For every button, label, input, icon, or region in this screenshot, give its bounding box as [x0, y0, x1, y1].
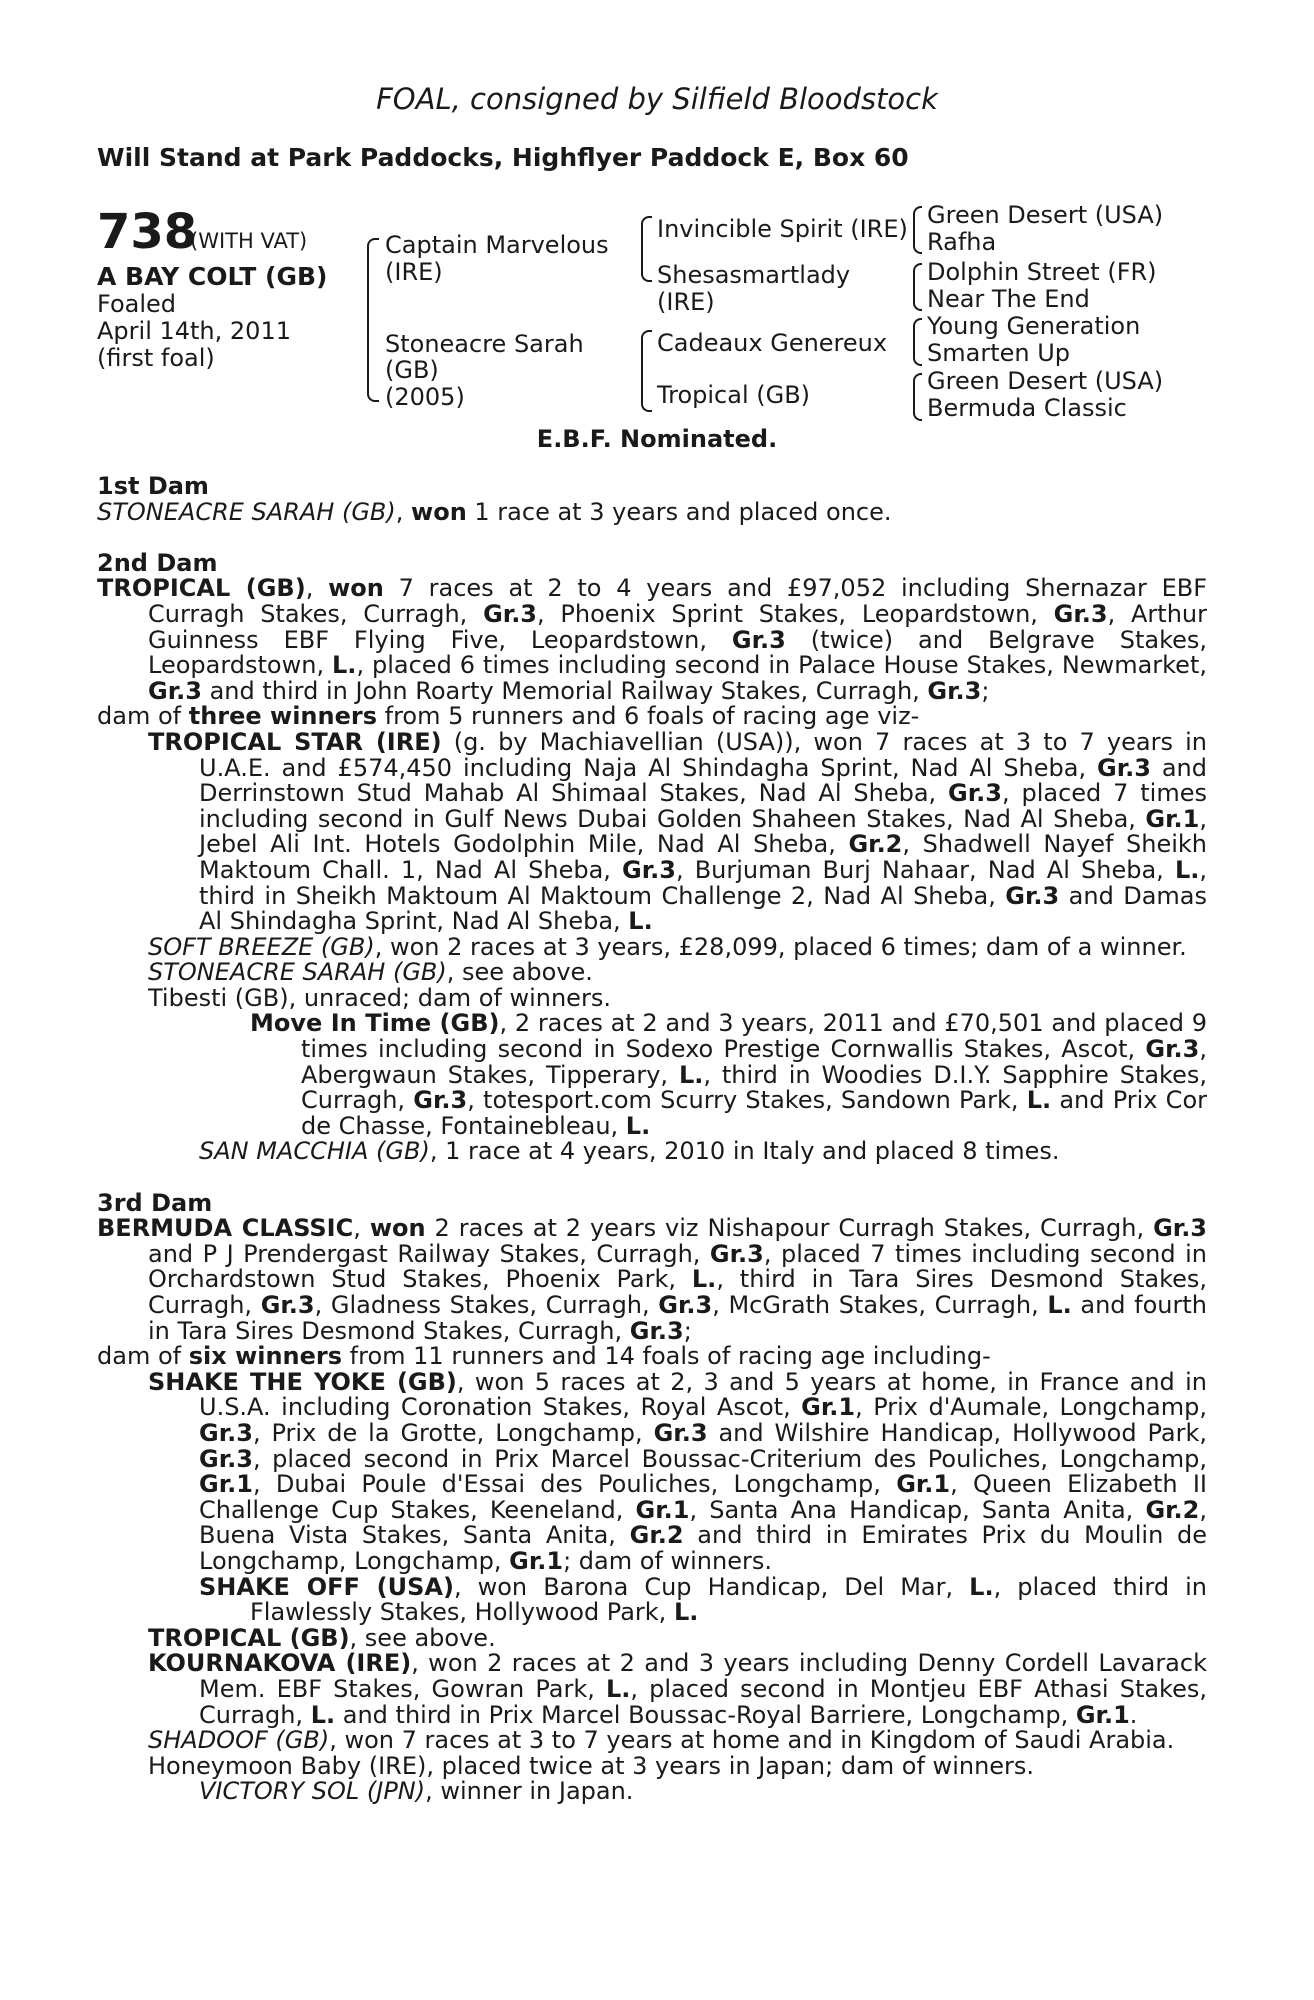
ggp-7: Green Desert (USA)	[927, 367, 1164, 395]
ggp-3: Dolphin Street (FR)	[927, 258, 1157, 286]
produce-entry: SHAKE OFF (USA), won Barona Cup Handicap, Del Mar, L., placed third in Flawlessly Stakes, Hollywood Park, L.	[199, 1572, 1208, 1627]
location-line: Will Stand at Park Paddocks, Highflyer Paddock E, Box 60	[97, 143, 909, 172]
ggp-2: Rafha	[927, 228, 997, 256]
produce-entry: SAN MACCHIA (GB), 1 race at 4 years, 2010 in Italy and placed 8 times.	[199, 1137, 1060, 1166]
ggp-5: Young Generation	[927, 312, 1141, 340]
vat-note: (WITH VAT)	[190, 229, 308, 253]
foaled-label: Foaled	[97, 290, 177, 318]
pedigree-brace-gg1	[913, 206, 922, 254]
sire-sire: Invincible Spirit (IRE)	[657, 215, 908, 243]
produce-entry: VICTORY SOL (JPN), winner in Japan.	[199, 1777, 634, 1806]
produce-entry: Honeymoon Baby (IRE), placed twice at 3 years in Japan; dam of winners.	[148, 1751, 1035, 1780]
foaled-date: April 14th, 2011	[97, 317, 291, 345]
produce-entry: KOURNAKOVA (IRE), won 2 races at 2 and 3 years including Denny Cordell Lavarack Mem. EBF Stakes, Gowran Park, L., placed second in Montjeu EBF Athasi Stakes, Curragh, L. and third in Prix Marcel Boussac-Royal Barriere, Longchamp, Gr.1.	[148, 1649, 1208, 1729]
third-dam-heading: 3rd Dam	[97, 1188, 213, 1217]
dam-year: (2005)	[385, 383, 465, 411]
ggp-4: Near The End	[927, 285, 1090, 313]
produce-entry: Move In Time (GB), 2 races at 2 and 3 years, 2011 and £70,501 and placed 9 times including second in Sodexo Prestige Cornwallis Stakes, Ascot, Gr.3, Abergwaun Stakes, Tipperary, L., third in Woodies D.I.Y. Sapphire Stakes, Curragh, Gr.3, totesport.com Scurry Stakes, Sandown Park, L. and Prix Cor de Chasse, Fontainebleau, L.	[250, 1009, 1207, 1140]
dam-dam: Tropical (GB)	[657, 381, 811, 409]
first-foal-note: (first foal)	[97, 344, 215, 372]
first-dam-para: STONEACRE SARAH (GB), won 1 race at 3 years and placed once.	[97, 497, 892, 526]
ggp-6: Smarten Up	[927, 339, 1071, 367]
consignment-line: FOAL, consigned by Silfield Bloodstock	[376, 82, 938, 116]
lot-number: 738	[97, 204, 198, 260]
second-dam-para: TROPICAL (GB), won 7 races at 2 to 4 years and £97,052 including Shernazar EBF Curragh Stakes, Curragh, Gr.3, Phoenix Sprint Stakes, Leopardstown, Gr.3, Arthur Guinness EBF Flying Five, Leopardstown, Gr.3 (twice) and Belgrave Stakes, Leopardstown, L., placed 6 times including second in Palace House Stakes, Newmarket, Gr.3 and third in John Roarty Memorial Railway Stakes, Curragh, Gr.3;	[97, 574, 1208, 705]
first-dam-heading: 1st Dam	[97, 472, 209, 500]
pedigree-brace-parents	[367, 238, 379, 402]
third-dam-produce-intro: dam of six winners from 11 runners and 14 foals of racing age including-	[97, 1342, 991, 1371]
ggp-8: Bermuda Classic	[927, 394, 1127, 422]
ggp-1: Green Desert (USA)	[927, 201, 1164, 229]
lot-title: A BAY COLT (GB)	[97, 262, 328, 291]
sire-dam-name: Shesasmartlady	[657, 261, 851, 289]
sire-name: Captain Marvelous	[385, 231, 609, 259]
produce-entry: SHADOOF (GB), won 7 races at 3 to 7 years at home and in Kingdom of Saudi Arabia.	[148, 1726, 1175, 1755]
produce-entry: Tibesti (GB), unraced; dam of winners.	[148, 983, 611, 1012]
produce-entry: TROPICAL STAR (IRE) (g. by Machiavellian (USA)), won 7 races at 3 to 7 years in U.A.E. and £574,450 including Naja Al Shindagha Sprint, Nad Al Sheba, Gr.3 and Derrinstown Stud Mahab Al Shimaal Stakes, Nad Al Sheba, Gr.3, placed 7 times including second in Gulf News Dubai Golden Shaheen Stakes, Nad Al Sheba, Gr.1, Jebel Ali Int. Hotels Godolphin Mile, Nad Al Sheba, Gr.2, Shadwell Nayef Sheikh Maktoum Chall. 1, Nad Al Sheba, Gr.3, Burjuman Burj Nahaar, Nad Al Sheba, L., third in Sheikh Maktoum Al Maktoum Challenge 2, Nad Al Sheba, Gr.3 and Damas Al Shindagha Sprint, Nad Al Sheba, L.	[148, 727, 1208, 936]
dam-name: Stoneacre Sarah	[385, 330, 584, 358]
pedigree-brace-gg3	[913, 318, 922, 366]
pedigree-brace-sire	[641, 216, 652, 282]
sire-dam-origin: (IRE)	[657, 288, 715, 316]
produce-entry: SHAKE THE YOKE (GB), won 5 races at 2, 3 and 5 years at home, in France and in U.S.A. including Coronation Stakes, Royal Ascot, Gr.1, Prix d'Aumale, Longchamp, Gr.3, Prix de la Grotte, Longchamp, Gr.3 and Wilshire Handicap, Hollywood Park, Gr.3, placed second in Prix Marcel Boussac-Criterium des Pouliches, Longchamp, Gr.1, Dubai Poule d'Essai des Pouliches, Longchamp, Gr.1, Queen Elizabeth II Challenge Cup Stakes, Keeneland, Gr.1, Santa Ana Handicap, Santa Anita, Gr.2, Buena Vista Stakes, Santa Anita, Gr.2 and third in Emirates Prix du Moulin de Longchamp, Longchamp, Gr.1; dam of winners.	[148, 1367, 1208, 1575]
produce-entry: STONEACRE SARAH (GB), see above.	[148, 958, 593, 987]
ebf-nomination: E.B.F. Nominated.	[536, 425, 778, 453]
dam-sire: Cadeaux Genereux	[657, 329, 888, 357]
third-dam-para: BERMUDA CLASSIC, won 2 races at 2 years viz Nishapour Curragh Stakes, Curragh, Gr.3 and P J Prendergast Railway Stakes, Curragh, Gr.3, placed 7 times including second in Orchardstown Stud Stakes, Phoenix Park, L., third in Tara Sires Desmond Stakes, Curragh, Gr.3, Gladness Stakes, Curragh, Gr.3, McGrath Stakes, Curragh, L. and fourth in Tara Sires Desmond Stakes, Curragh, Gr.3;	[97, 1214, 1208, 1345]
pedigree-brace-dam	[641, 330, 652, 412]
dam-origin: (GB)	[385, 356, 439, 384]
produce-entry: TROPICAL (GB), see above.	[148, 1623, 496, 1652]
catalogue-body	[97, 474, 1207, 1805]
pedigree-brace-gg4	[913, 373, 922, 421]
sire-origin: (IRE)	[385, 258, 443, 286]
produce-entry: SOFT BREEZE (GB), won 2 races at 3 years, £28,099, placed 6 times; dam of a winner.	[148, 932, 1187, 961]
second-dam-produce-intro: dam of three winners from 5 runners and 6 foals of racing age viz-	[97, 702, 920, 731]
pedigree-brace-gg2	[913, 263, 922, 311]
second-dam-heading: 2nd Dam	[97, 548, 218, 577]
